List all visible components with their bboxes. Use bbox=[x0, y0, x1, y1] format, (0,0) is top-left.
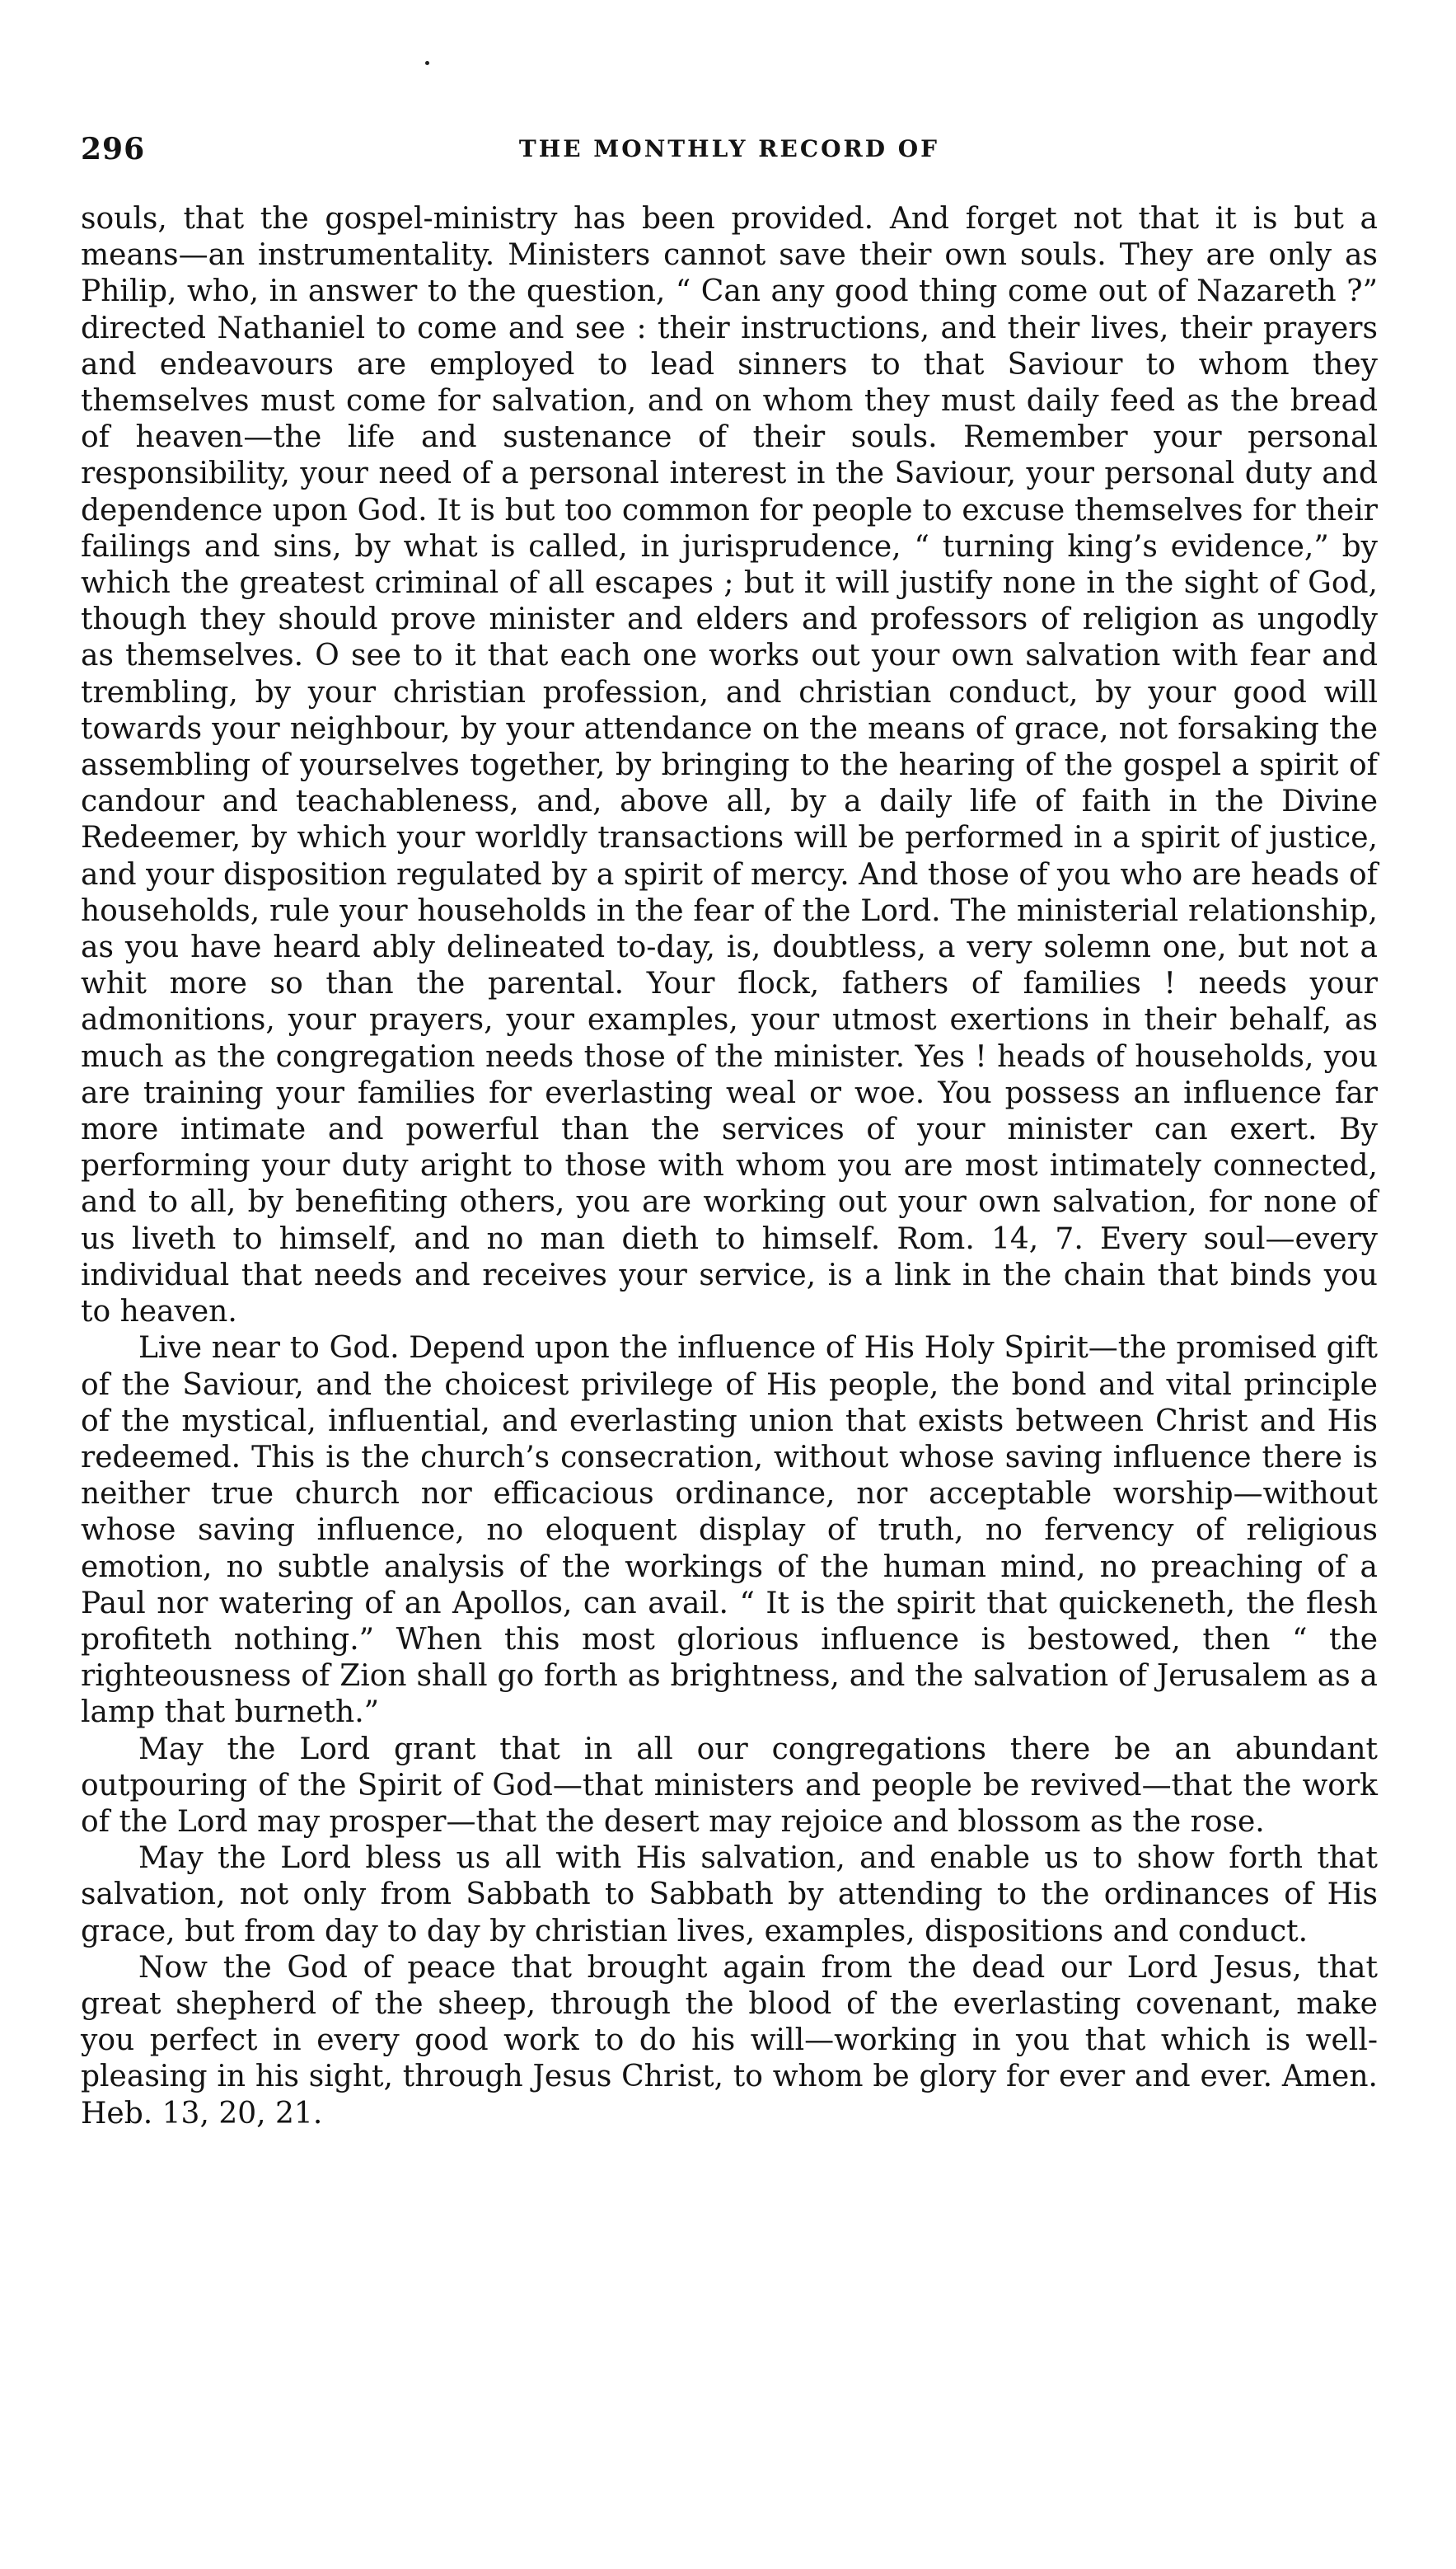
book-page bbox=[81, 132, 1378, 2132]
paragraph-4: May the Lord bless us all with His salvation, and enable us to show forth that salvation, not only from Sabbath to Sabbath by attending to the ordinances of His grace, but from day to day by christian lives, examples, dispositions and conduct. bbox=[81, 1841, 1378, 1948]
paragraph-2: Live near to God. Depend upon the influence of His Holy Spirit—the promised gift of the Saviour, and the choicest privilege of His people, the bond and vital principle of the mystical, influential, and everlasting union that exists between Christ and His redeemed. This is the church’s consecration, without whose saving influence there is neither true church nor efficacious ordinance, nor acceptable worship—without whose saving influence, no eloquent display of truth, no fervency of religious emotion, no subtle analysis of the workings of the human mind, no preaching of a Paul nor watering of an Apollos, can avail. “ It is the spirit that quickeneth, the flesh profiteth nothing.” When this most glorious influence is bestowed, then “ the righteousness of Zion shall go forth as brightness, and the salvation of Jerusalem as a lamp that burneth.” bbox=[81, 1331, 1378, 1730]
paragraph-5: Now the God of peace that brought again from the dead our Lord Jesus, that great shepherd of the sheep, through the blood of the everlasting covenant, make you perfect in every good work to do his will—working in you that which is well-pleasing in his sight, through Jesus Christ, to whom be glory for ever and ever. Amen. Heb. 13, 20, 21. bbox=[81, 1950, 1378, 2131]
running-title: THE MONTHLY RECORD OF bbox=[518, 135, 940, 162]
page-header bbox=[81, 132, 1378, 181]
body-text bbox=[81, 201, 1378, 2132]
page-number: 296 bbox=[81, 132, 146, 166]
print-speck bbox=[425, 61, 429, 65]
paragraph-1: souls, that the gospel-ministry has been provided. And forget not that it is but a means—an instrumentality. Ministers cannot save their own souls. They are only as Philip, who, in answer to the question, “ Can any good thing come out of Nazareth ?” directed Nathaniel to come and see : their instructions, and their lives, their prayers and endeavours are employed to lead sinners to that Saviour to whom they themselves must come for salvation, and on whom they must daily feed as the bread of heaven—the life and sustenance of their souls. Remember your personal responsibility, your need of a personal interest in the Saviour, your personal duty and dependence upon God. It is but too common for people to excuse themselves for their failings and sins, by what is called, in jurisprudence, “ turning king’s evidence,” by which the greatest criminal of all escapes ; but it will justify none in the sight of God, though they should prove minister and elders and professors of religion as ungodly as themselves. O see to it that each one works out your own salvation with fear and trembling, by your christian profession, and christian conduct, by your good will towards your neighbour, by your attendance on the means of grace, not forsaking the assembling of yourselves together, by bringing to the hearing of the gospel a spirit of candour and teachableness, and, above all, by a daily life of faith in the Divine Redeemer, by which your worldly transactions will be performed in a spirit of justice, and your disposition regulated by a spirit of mercy. And those of you who are heads of households, rule your households in the fear of the Lord. The ministerial relationship, as you have heard ably delineated to-day, is, doubtless, a very solemn one, but not a whit more so than the parental. Your flock, fathers of families ! needs your admonitions, your prayers, your examples, your utmost exertions in their behalf, as much as the congregation needs those of the minister. Yes ! heads of households, you are training your families for everlasting weal or woe. You possess an influence far more intimate and powerful than the services of your minister can exert. By performing your duty aright to those with whom you are most intimately connected, and to all, by benefiting others, you are working out your own salvation, for none of us liveth to himself, and no man dieth to himself. Rom. 14, 7. Every soul—every individual that needs and receives your service, is a link in the chain that binds you to heaven. bbox=[81, 202, 1378, 1329]
paragraph-3: May the Lord grant that in all our congregations there be an abundant outpouring of the Spirit of God—that ministers and people be revived—that the work of the Lord may prosper—that the desert may rejoice and blossom as the rose. bbox=[81, 1732, 1378, 1839]
